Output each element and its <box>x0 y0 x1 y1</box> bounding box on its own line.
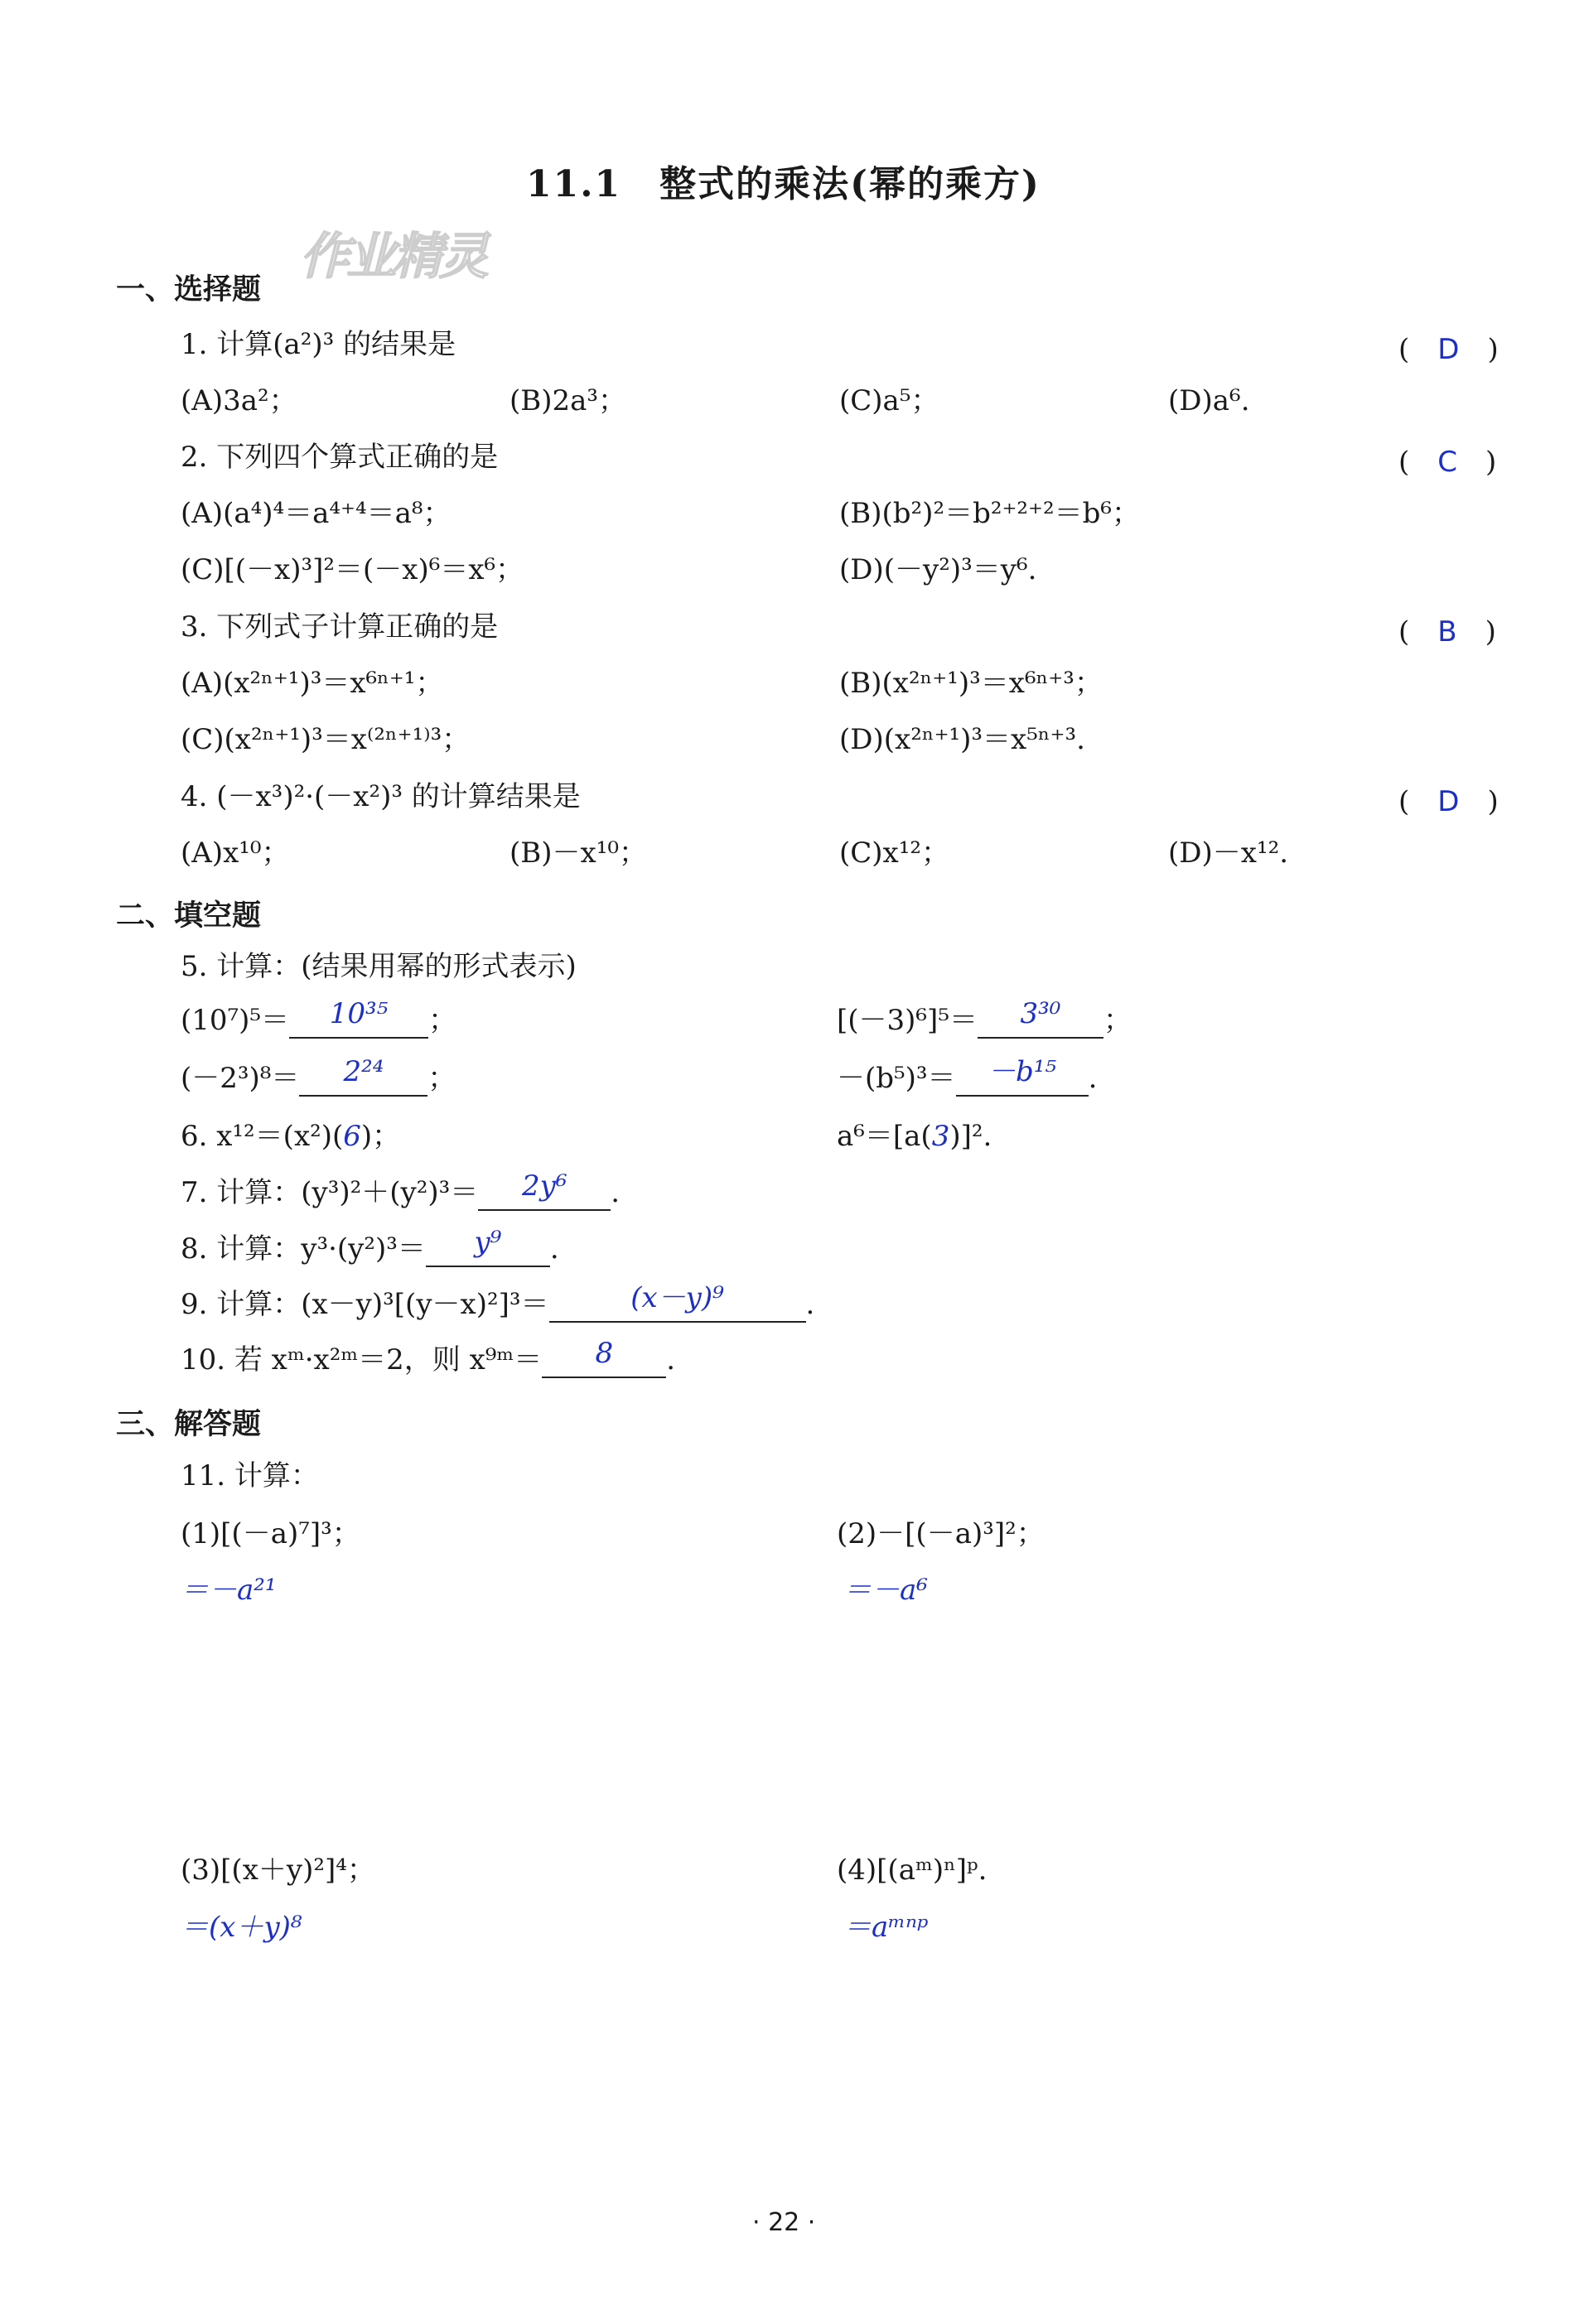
question-11-part-1-answer: ＝－a²¹ <box>181 1574 277 1607</box>
section-heading-fill: 二、填空题 <box>116 899 262 933</box>
question-3-answer: B <box>1437 615 1457 649</box>
question-11-part-2: (2)－[(－a)³]²； <box>837 1517 1045 1550</box>
page-number: · 22 · <box>752 2208 816 2237</box>
question-1-option-b: (B)2a³； <box>509 384 627 417</box>
question-1-option-a: (A)3a²； <box>181 384 297 417</box>
question-11-stem: 11. 计算： <box>181 1459 319 1492</box>
question-6a-fill: 6 <box>343 1120 361 1153</box>
page-title: 11.1 整式的乘法(幂的乘方) <box>526 163 1041 205</box>
question-11-part-3: (3)[(x＋y)²]⁴； <box>181 1854 375 1887</box>
question-10: 10. 若 xᵐ·x²ᵐ＝2，则 x⁹ᵐ＝ 8 . <box>181 1337 676 1377</box>
question-5c-blank: 2²⁴ <box>299 1062 427 1097</box>
question-2-stem: 2. 下列四个算式正确的是 <box>181 441 499 474</box>
question-4-option-d: (D)－x¹². <box>1168 837 1289 870</box>
question-9: 9. 计算：(x－y)³[(y－x)²]³＝ (x－y)⁹ . <box>181 1281 815 1321</box>
question-7-blank: 2y⁶ <box>478 1176 611 1211</box>
question-1-option-d: (D)a⁶. <box>1168 384 1250 417</box>
question-5d: －(b⁵)³＝ －b¹⁵ . <box>837 1055 1098 1095</box>
question-3-option-d: (D)(x²ⁿ⁺¹)³＝x⁵ⁿ⁺³. <box>839 723 1085 756</box>
question-2-option-b: (B)(b²)²＝b²⁺²⁺²＝b⁶； <box>839 497 1141 530</box>
question-2-option-c: (C)[(－x)³]²＝(－x)⁶＝x⁶； <box>181 553 524 586</box>
question-11-part-2-answer: ＝－a⁶ <box>843 1574 928 1607</box>
question-4-option-b: (B)－x¹⁰； <box>509 837 647 870</box>
question-1-option-c: (C)a⁵； <box>839 384 939 417</box>
question-4-stem: 4. (－x³)²·(－x²)³ 的计算结果是 <box>181 780 581 813</box>
section-heading-choice: 一、选择题 <box>116 273 262 306</box>
question-7: 7. 计算：(y³)²＋(y²)³＝ 2y⁶ . <box>181 1169 621 1209</box>
question-8: 8. 计算：y³·(y²)³＝ y⁹ . <box>181 1226 559 1266</box>
question-3-stem: 3. 下列式子计算正确的是 <box>181 610 499 644</box>
question-3-option-c: (C)(x²ⁿ⁺¹)³＝x⁽²ⁿ⁺¹⁾³； <box>181 723 471 756</box>
question-8-blank: y⁹ <box>426 1232 550 1267</box>
question-3-option-b: (B)(x²ⁿ⁺¹)³＝x⁶ⁿ⁺³； <box>839 667 1103 700</box>
question-5a: (10⁷)⁵＝ 10³⁵ ； <box>181 997 457 1037</box>
question-5a-blank: 10³⁵ <box>289 1004 428 1039</box>
question-11-part-4: (4)[(aᵐ)ⁿ]ᵖ. <box>837 1854 988 1887</box>
question-3-answer-box: ( B ) <box>1398 615 1496 649</box>
question-5b-blank: 3³⁰ <box>978 1004 1103 1039</box>
question-2-answer-box: ( C ) <box>1398 446 1497 479</box>
question-4-answer-box: ( D ) <box>1398 785 1499 818</box>
question-5b: [(－3)⁶]⁵＝ 3³⁰ ； <box>837 997 1132 1037</box>
question-4-answer: D <box>1437 785 1460 818</box>
question-1-stem: 1. 计算(a²)³ 的结果是 <box>181 328 456 361</box>
question-9-blank: (x－y)⁹ <box>549 1288 806 1323</box>
question-6b-fill: 3 <box>931 1120 950 1153</box>
question-11-part-1: (1)[(－a)⁷]³； <box>181 1517 360 1550</box>
question-1-answer: D <box>1437 333 1460 366</box>
question-2-option-a: (A)(a⁴)⁴＝a⁴⁺⁴＝a⁸； <box>181 497 452 530</box>
watermark: 作业精灵 <box>300 228 485 286</box>
question-6b: a⁶＝[a(3)]². <box>837 1120 992 1153</box>
question-2-answer: C <box>1437 446 1458 479</box>
question-2-option-d: (D)(－y²)³＝y⁶. <box>839 553 1037 586</box>
question-4-option-a: (A)x¹⁰； <box>181 837 290 870</box>
question-4-option-c: (C)x¹²； <box>839 837 949 870</box>
question-1-answer-box: ( D ) <box>1398 333 1499 366</box>
question-6a: 6. x¹²＝(x²)(6)； <box>181 1120 401 1153</box>
question-10-blank: 8 <box>542 1343 666 1378</box>
section-heading-solve: 三、解答题 <box>116 1408 262 1441</box>
question-11-part-4-answer: ＝aᵐⁿᵖ <box>843 1911 929 1944</box>
question-3-option-a: (A)(x²ⁿ⁺¹)³＝x⁶ⁿ⁺¹； <box>181 667 444 700</box>
question-5c: (－2³)⁸＝ 2²⁴ ； <box>181 1055 456 1095</box>
question-5-stem: 5. 计算：(结果用幂的形式表示) <box>181 950 577 983</box>
question-5d-blank: －b¹⁵ <box>956 1062 1089 1097</box>
question-11-part-3-answer: ＝(x＋y)⁸ <box>181 1911 302 1944</box>
